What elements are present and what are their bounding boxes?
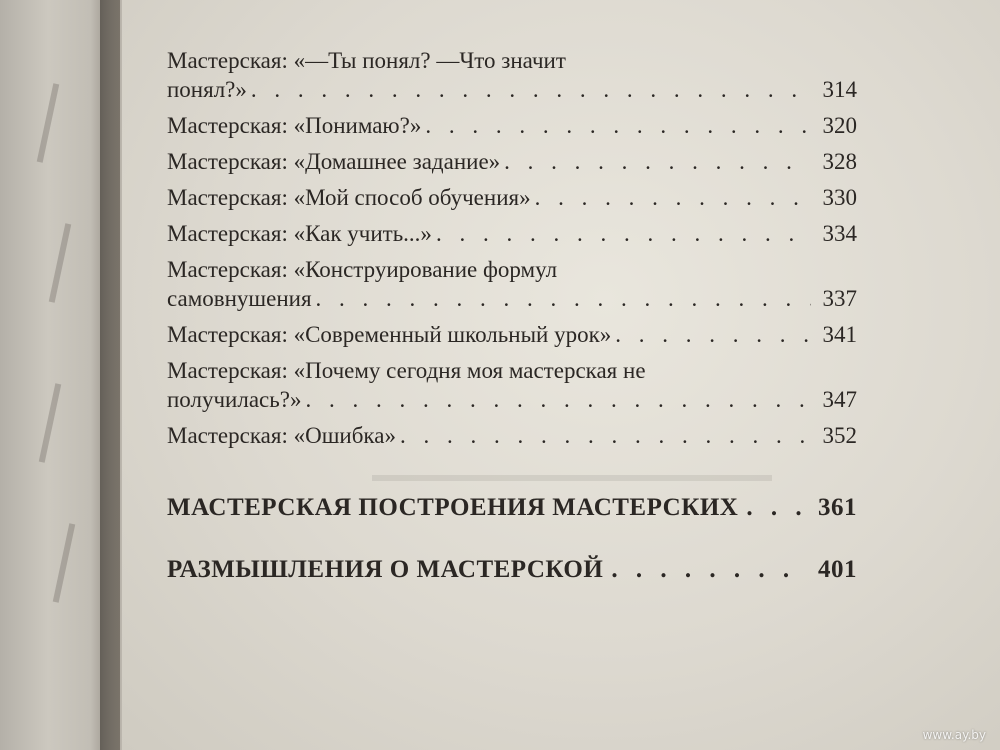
toc-entry-title: Мастерская: «Мой способ обучения» [167,185,531,210]
leader-dots [535,183,811,212]
toc-page-number: 352 [822,423,857,448]
toc-page-number: 337 [822,286,857,311]
toc-section-title: МАСТЕРСКАЯ ПОСТРОЕНИЯ МАСТЕРСКИХ [167,494,739,521]
toc-section-page-number: 401 [818,556,857,583]
toc-entry [167,183,857,212]
toc-section [167,492,857,524]
toc-entry [167,421,857,450]
toc-section-title: РАЗМЫШЛЕНИЯ О МАСТЕРСКОЙ [167,556,604,583]
toc-entry [167,320,857,349]
toc-entry-title: Мастерская: «—Ты понял? —Что значит [167,48,566,73]
toc-section-page-number: 361 [818,494,857,521]
leader-dots [400,421,811,450]
leader-dots [316,284,811,313]
toc-entry [167,356,857,414]
toc-page-number: 314 [822,77,857,102]
leader-dots [615,320,811,349]
toc-entry [167,147,857,176]
toc-section [167,554,857,586]
toc-entry [167,255,857,313]
toc-entry-title-cont: понял?» [167,77,247,102]
toc-page-number: 320 [822,113,857,138]
toc-page-number: 334 [822,221,857,246]
table-of-contents [167,46,857,586]
toc-entry-title-cont: самовнушения [167,286,312,311]
leader-dots [436,219,811,248]
right-page [122,0,1000,750]
toc-entry-title: Мастерская: «Ошибка» [167,423,396,448]
toc-page-number: 328 [822,149,857,174]
toc-page-number: 347 [822,387,857,412]
toc-entry [167,219,857,248]
leader-dots [305,385,811,414]
leader-dots [251,75,811,104]
toc-page-number: 330 [822,185,857,210]
toc-entry-title: Мастерская: «Почему сегодня моя мастерская не [167,358,646,383]
show-through-text: ▬▬▬▬▬▬▬▬▬▬▬▬▬▬▬▬▬▬▬▬ [372,464,772,486]
leader-dots [611,554,807,586]
toc-entry-title: Мастерская: «Современный школьный урок» [167,322,612,347]
toc-entry [167,46,857,104]
site-watermark: www.ay.by [922,728,986,742]
toc-entry [167,111,857,140]
toc-entry-title: Мастерская: «Понимаю?» [167,113,422,138]
toc-entry-title: Мастерская: «Домашнее задание» [167,149,501,174]
leader-dots [425,111,811,140]
leader-dots [504,147,811,176]
toc-entry-title-cont: получилась?» [167,387,302,412]
leader-dots [746,492,807,524]
toc-entry-title: Мастерская: «Конструирование формул [167,257,558,282]
toc-page-number: 341 [822,322,857,347]
toc-entry-title: Мастерская: «Как учить...» [167,221,432,246]
